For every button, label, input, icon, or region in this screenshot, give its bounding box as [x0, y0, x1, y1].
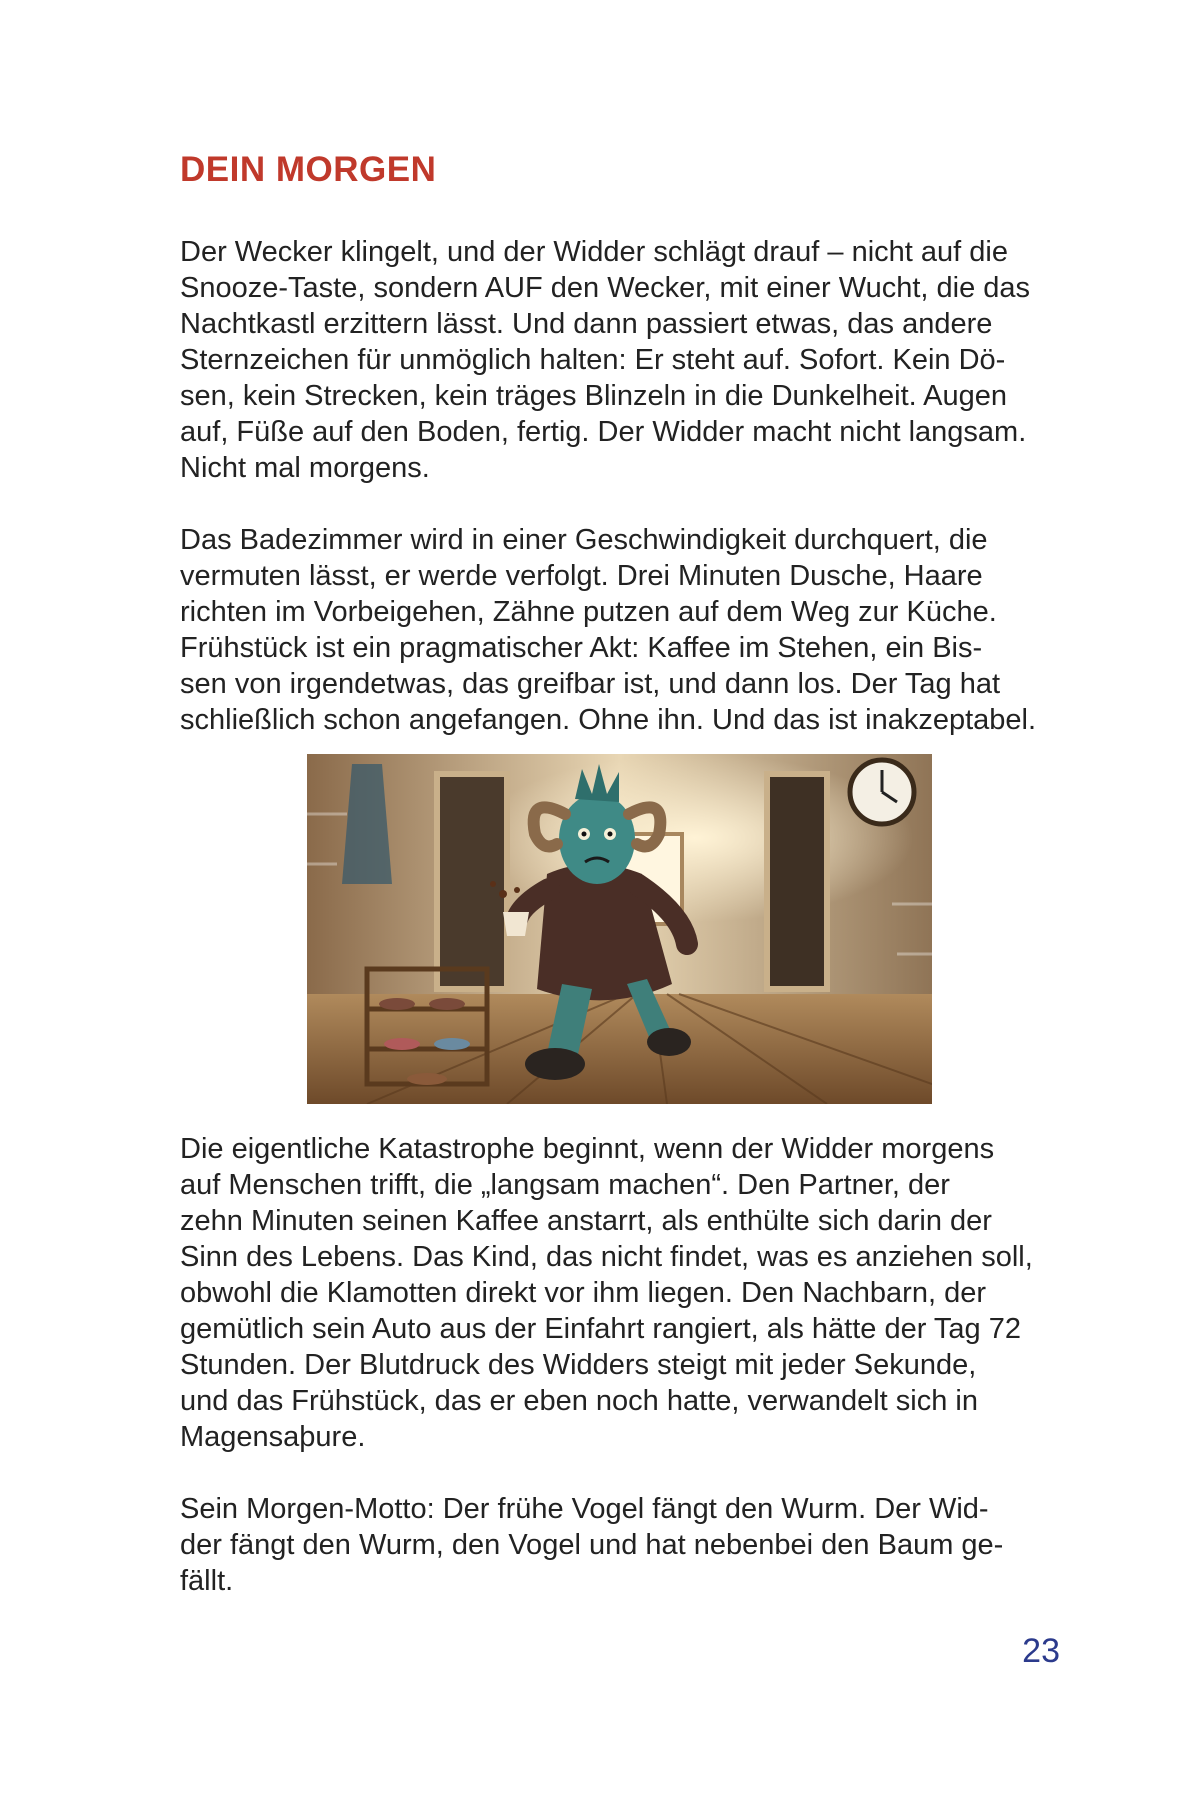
- paragraph-4: Sein Morgen-Motto: Der frühe Vogel fängt den Wurm. Der Wid- der fängt den Wurm, den Vogel und hat nebenbei den Baum ge- fällt.: [180, 1493, 1004, 1597]
- paragraph-1: Der Wecker klingelt, und der Widder schlägt drauf – nicht auf die Snooze-Taste, sondern AUF den Wecker, mit einer Wucht, die das Nachtkastl erzittern lässt. Und dann passiert etwas, das andere Sternzeichen für unmöglich halten: Er steht auf. Sofort. Kein Dö- sen, kein Strecken, kein träges Blinzeln in die Dunkelheit. Augen auf, Füße auf den Boden, fertig. Der Widder macht nicht langsam. Nicht mal morgens.: [180, 236, 1031, 484]
- page-number: 23: [1022, 1632, 1060, 1670]
- paragraph-2: Das Badezimmer wird in einer Geschwindigkeit durchquert, die vermuten lässt, er werde verfolgt. Drei Minuten Dusche, Haare richten im Vorbeigehen, Zähne putzen auf dem Weg zur Küche. Frühstück ist ein pragmatischer Akt: Kaffee im Stehen, ein Bis- sen von irgendetwas, das greifbar ist, und dann los. Der Tag hat schließlich schon angefangen. Ohne ihn. Und das ist inakzeptabel.: [180, 524, 1037, 736]
- paragraph-3: Die eigentliche Katastrophe beginnt, wenn der Widder morgens auf Menschen trifft, die „langsam machen“. Den Partner, der zehn Minuten seinen Kaffee anstarrt, als enthülte sich darin der Sinn des Lebens. Das Kind, das nicht findet, was es anziehen soll, obwohl die Klamotten direkt vor ihm liegen. Den Nachbarn, der gemütlich sein Auto aus der Einfahrt rangiert, als hätte der Tag 72 Stunden. Der Blutdruck des Widders steigt mit jeder Sekunde, und das Frühstück, das er eben noch hatte, verwandelt sich in Magensaþure.: [180, 1133, 1033, 1453]
- chapter-heading: DEIN MORGEN: [180, 150, 437, 189]
- ram-monster-illustration: [307, 754, 932, 1104]
